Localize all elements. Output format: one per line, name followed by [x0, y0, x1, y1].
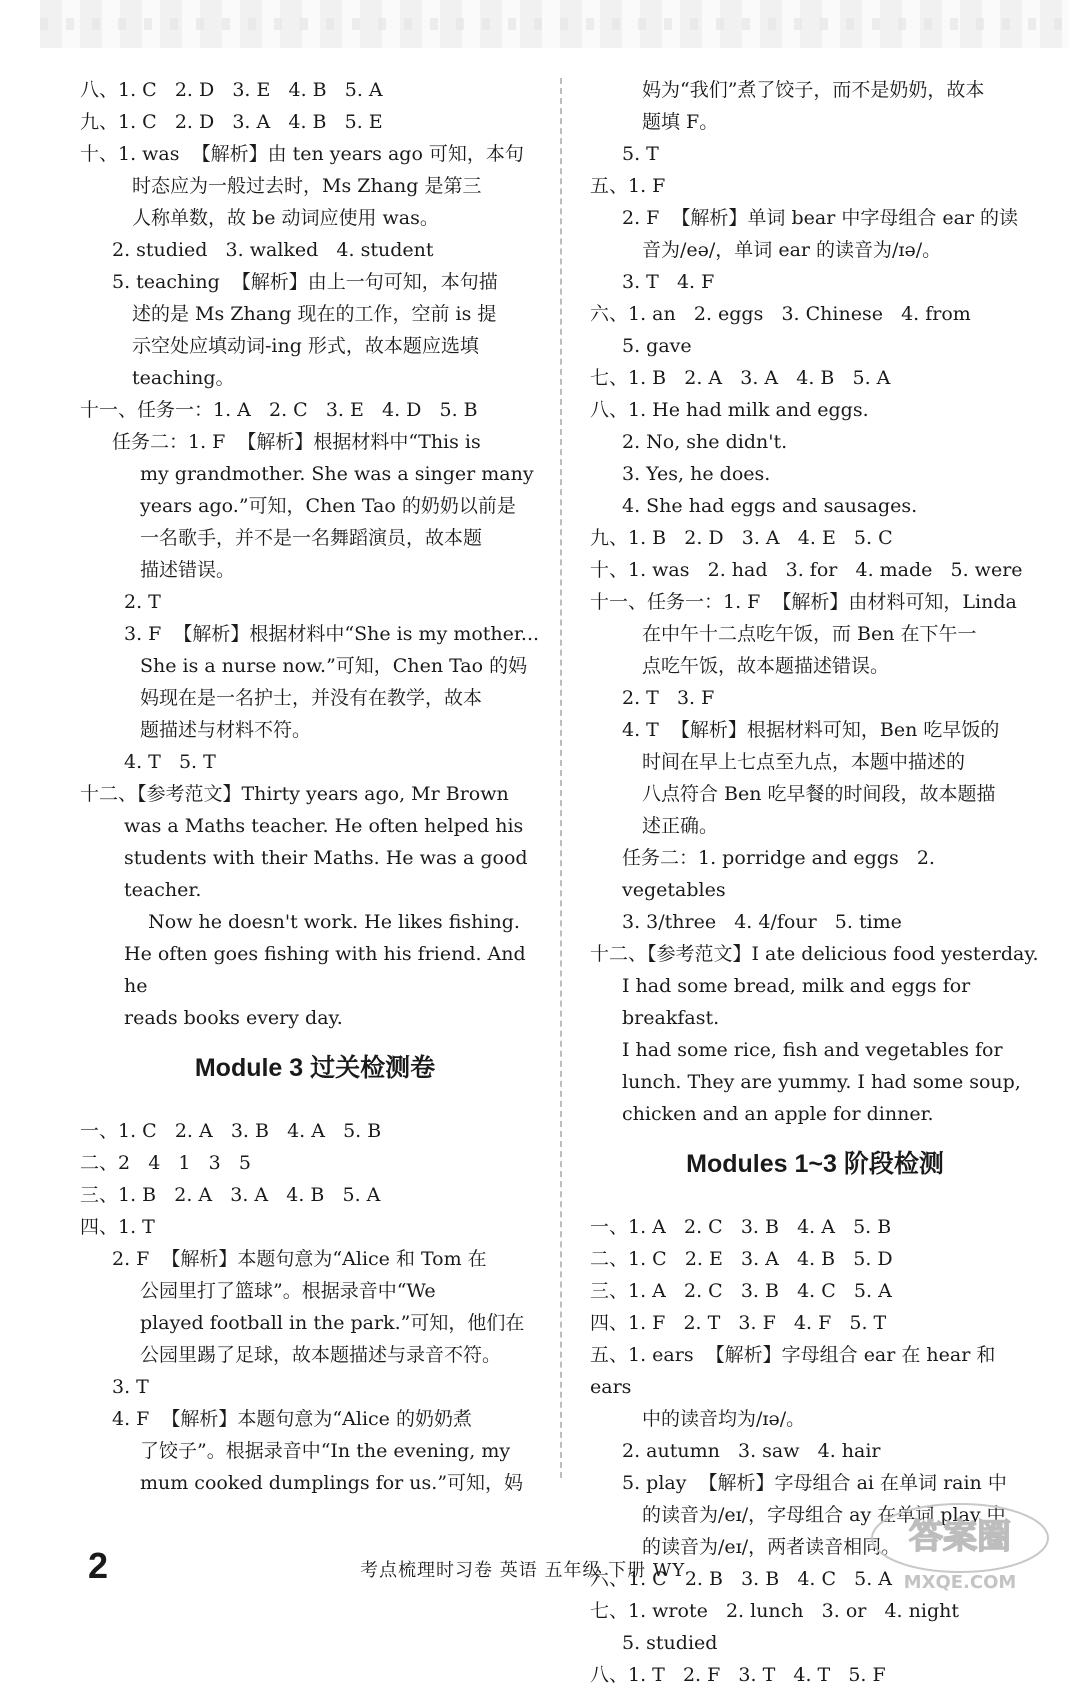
answer-line: 十一、任务一：1. F 【解析】由材料可知，Linda — [590, 591, 1017, 613]
answer-line: 2. T 3. F — [622, 687, 715, 709]
answer-line: 人称单数，故 be 动词应使用 was。 — [132, 207, 439, 229]
answer-line: chicken and an apple for dinner. — [622, 1103, 934, 1125]
answer-line: 时态应为一般过去时，Ms Zhang 是第三 — [132, 175, 482, 197]
answer-line: 题填 F。 — [642, 111, 719, 133]
answer-line: 述的是 Ms Zhang 现在的工作，空前 is 提 — [132, 303, 497, 325]
answer-line: Now he doesn't work. He likes fishing. — [124, 911, 520, 933]
answer-line: 十、1. was 【解析】由 ten years ago 可知，本句 — [80, 143, 524, 165]
section-heading: Modules 1~3 阶段检测 — [686, 1150, 944, 1178]
answer-line: lunch. They are yummy. I had some soup, — [622, 1071, 1021, 1093]
answer-line: 音为/eə/，单词 ear 的读音为/ɪə/。 — [642, 239, 942, 261]
watermark-logo — [865, 1498, 1055, 1594]
footer-title: 考点梳理时习卷 英语 五年级 下册 WY — [360, 1560, 686, 1581]
answer-line: 述正确。 — [642, 815, 719, 837]
answer-line: 二、2 4 1 3 5 — [80, 1152, 251, 1174]
answer-line: 八、1. T 2. F 3. T 4. T 5. F — [590, 1664, 886, 1686]
column-divider — [560, 78, 562, 1478]
answer-line: 八、1. C 2. D 3. E 4. B 5. A — [80, 79, 383, 101]
answer-line: 5. gave — [622, 335, 692, 357]
answer-line: teacher. — [124, 879, 202, 901]
answer-line: 2. T — [124, 591, 161, 613]
answer-line: 十二、【参考范文】I ate delicious food yesterday. — [590, 943, 1039, 965]
answer-line: 一、1. C 2. A 3. B 4. A 5. B — [80, 1120, 382, 1142]
answer-line: 2. autumn 3. saw 4. hair — [622, 1440, 881, 1462]
answer-line: 2. No, she didn't. — [622, 431, 788, 453]
answer-line: my grandmother. She was a singer many — [140, 463, 534, 485]
top-decoration — [40, 0, 1069, 48]
answer-line: 3. F 【解析】根据材料中“She is my mother... — [124, 623, 540, 645]
answer-line: 的读音为/eɪ/，两者读音相同。 — [642, 1536, 901, 1558]
right-column — [590, 74, 1040, 1691]
answer-line: He often goes fishing with his friend. And he — [124, 943, 532, 997]
answer-line: 七、1. wrote 2. lunch 3. or 4. night — [590, 1600, 959, 1622]
answer-line: 任务二：1. porridge and eggs 2. vegetables — [622, 847, 941, 901]
watermark-line2: MXQE.COM — [903, 1572, 1017, 1593]
answer-line: 2. studied 3. walked 4. student — [112, 239, 434, 261]
answer-line: 点吃午饭，故本题描述错误。 — [642, 655, 890, 677]
answer-line: 4. T 【解析】根据材料可知，Ben 吃早饭的 — [622, 719, 1000, 741]
answer-line: 四、1. F 2. T 3. F 4. F 5. T — [590, 1312, 887, 1334]
left-column — [80, 74, 550, 1499]
answer-line: 5. teaching 【解析】由上一句可知，本句描 — [112, 271, 498, 293]
answer-line: I had some bread, milk and eggs for breakfast. — [622, 975, 977, 1029]
answer-line: 三、1. B 2. A 3. A 4. B 5. A — [80, 1184, 381, 1206]
answer-line: 十、1. was 2. had 3. for 4. made 5. were — [590, 559, 1023, 581]
answer-line: 5. T — [622, 143, 659, 165]
answer-line: mum cooked dumplings for us.”可知，妈 — [140, 1472, 524, 1494]
answer-line: 四、1. T — [80, 1216, 155, 1238]
answer-line: 六、1. C 2. B 3. B 4. C 5. A — [590, 1568, 893, 1590]
page-number: 2 — [88, 1545, 109, 1586]
answer-line: 十一、任务一：1. A 2. C 3. E 4. D 5. B — [80, 399, 478, 421]
answer-line: 5. studied — [622, 1632, 718, 1654]
answer-line: 4. She had eggs and sausages. — [622, 495, 918, 517]
answer-line: 中的读音均为/ɪə/。 — [642, 1408, 806, 1430]
answer-line: 3. T 4. F — [622, 271, 715, 293]
answer-line: 5. play 【解析】字母组合 ai 在单词 rain 中 — [622, 1472, 1007, 1494]
answer-line: 十二、【参考范文】Thirty years ago, Mr Brown — [80, 783, 509, 805]
answer-line: 的读音为/eɪ/，字母组合 ay 在单词 play 中 — [642, 1504, 1006, 1526]
answer-line: students with their Maths. He was a good — [124, 847, 528, 869]
answer-line: I had some rice, fish and vegetables for — [622, 1039, 1003, 1061]
answer-line: 3. Yes, he does. — [622, 463, 771, 485]
answer-line: 2. F 【解析】单词 bear 中字母组合 ear 的读 — [622, 207, 1019, 229]
answer-line: 五、1. F — [590, 175, 666, 197]
answer-line: 题描述与材料不符。 — [140, 719, 312, 741]
answer-line: 任务二：1. F 【解析】根据材料中“This is — [112, 431, 481, 453]
answer-line: 公园里打了篮球”。根据录音中“We — [140, 1280, 436, 1302]
answer-line: 3. 3/three 4. 4/four 5. time — [622, 911, 902, 933]
answer-line: 妈现在是一名护士，并没有在教学，故本 — [140, 687, 483, 709]
answer-line: 七、1. B 2. A 3. A 4. B 5. A — [590, 367, 891, 389]
answer-line: 时间在早上七点至九点，本题中描述的 — [642, 751, 966, 773]
answer-line: 2. F 【解析】本题句意为“Alice 和 Tom 在 — [112, 1248, 487, 1270]
section-heading: Module 3 过关检测卷 — [194, 1054, 436, 1082]
answer-line: years ago.”可知，Chen Tao 的奶奶以前是 — [140, 495, 516, 517]
answer-line: 八点符合 Ben 吃早餐的时间段，故本题描 — [642, 783, 996, 805]
answer-line: 六、1. an 2. eggs 3. Chinese 4. from — [590, 303, 971, 325]
answer-line: 在中午十二点吃午饭，而 Ben 在下午一 — [642, 623, 977, 645]
answer-line: 二、1. C 2. E 3. A 4. B 5. D — [590, 1248, 893, 1270]
answer-line: 描述错误。 — [140, 559, 236, 581]
answer-line: 五、1. ears 【解析】字母组合 ear 在 hear 和 ears — [590, 1344, 1002, 1398]
answer-line: played football in the park.”可知，他们在 — [140, 1312, 525, 1334]
answer-line: 九、1. C 2. D 3. A 4. B 5. E — [80, 111, 383, 133]
answer-line: 一、1. A 2. C 3. B 4. A 5. B — [590, 1216, 892, 1238]
answer-line: reads books every day. — [124, 1007, 343, 1029]
answer-line: 妈为“我们”煮了饺子，而不是奶奶，故本 — [642, 79, 985, 101]
answer-line: 三、1. A 2. C 3. B 4. C 5. A — [590, 1280, 892, 1302]
answer-line: She is a nurse now.”可知，Chen Tao 的妈 — [140, 655, 528, 677]
watermark-line1: 答案圈 — [909, 1517, 1011, 1557]
answer-line: 九、1. B 2. D 3. A 4. E 5. C — [590, 527, 893, 549]
answer-line: was a Maths teacher. He often helped his — [124, 815, 524, 837]
answer-line: 示空处应填动词-ing 形式，故本题应选填 — [132, 335, 479, 357]
answer-line: 八、1. He had milk and eggs. — [590, 399, 869, 421]
answer-line: 4. F 【解析】本题句意为“Alice 的奶奶煮 — [112, 1408, 472, 1430]
answer-line: teaching。 — [132, 367, 235, 389]
answer-line: 了饺子”。根据录音中“In the evening, my — [140, 1440, 511, 1462]
answer-line: 一名歌手，并不是一名舞蹈演员，故本题 — [140, 527, 483, 549]
answer-line: 3. T — [112, 1376, 149, 1398]
answer-line: 4. T 5. T — [124, 751, 216, 773]
answer-line: 公园里踢了足球，故本题描述与录音不符。 — [140, 1344, 502, 1366]
